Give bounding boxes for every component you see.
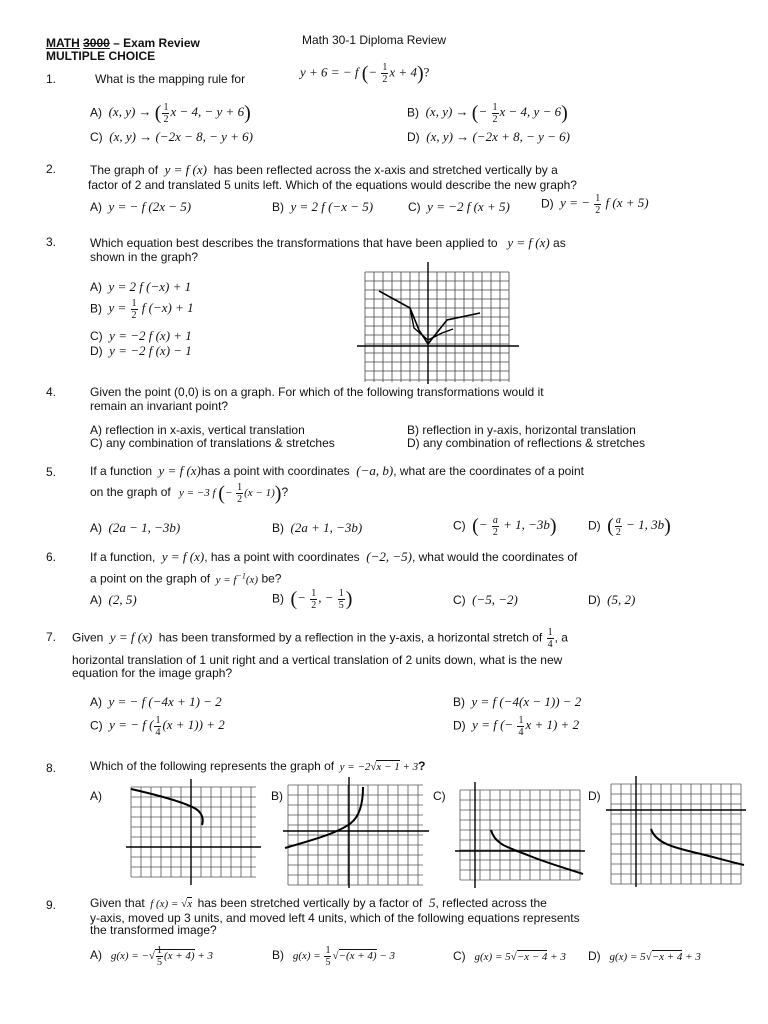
q1-option-b[interactable]: B) (x, y) → (− $\frac{1}{2}$ x − 4, y − 6) — [407, 102, 568, 125]
q2-option-a[interactable]: A) y = − f (2x − 5) — [90, 199, 192, 214]
q5-number: 5. — [46, 465, 57, 479]
q5-line2: on the graph of y = −3 f (− $\frac{1}{2}$ (x − 1))? — [90, 482, 289, 505]
q1-option-c[interactable]: C) (x, y) → (−2x − 8, − y + 6) — [90, 129, 254, 144]
q6-number: 6. — [46, 550, 57, 564]
section-title: MULTIPLE CHOICE — [46, 49, 156, 63]
q1-option-a[interactable]: A) (x, y) → ( $\frac{1}{2}$ x − 4, − y + 6) — [90, 102, 251, 125]
q7-option-c[interactable]: C) y = − f ( $\frac{1}{4}$ (x + 1)) + 2 — [90, 715, 225, 738]
q4-option-b[interactable]: B) reflection in y-axis, horizontal translation — [407, 423, 636, 437]
q9-option-b[interactable]: B) g(x) = $\frac{1}{5}$ √−(x + 4) − 3 — [272, 945, 396, 968]
q1-text: What is the mapping rule for — [95, 72, 246, 86]
q8-number: 8. — [46, 761, 57, 775]
q9-option-a[interactable]: A) g(x) = −√ $\frac{1}{5}$ (x + 4) + 3 — [90, 945, 214, 968]
q2-number: 2. — [46, 162, 57, 176]
q2-line2: factor of 2 and translated 5 units left. Which of the equations would describe the new graph? — [88, 178, 577, 192]
q8-line1: Which of the following represents the graph of y = −2√x − 1 + 3? — [90, 759, 426, 773]
q9-line2: y-axis, moved up 3 units, and moved left 4 units, which of the following equations represents — [90, 911, 580, 925]
q1-option-d[interactable]: D) (x, y) → (−2x + 8, − y − 6) — [407, 129, 571, 144]
q8-graph-b[interactable] — [283, 775, 433, 890]
q5-option-a[interactable]: A) (2a − 1, −3b) — [90, 520, 181, 535]
q3-option-d[interactable]: D) y = −2 f (x) − 1 — [90, 343, 192, 358]
q2-option-d[interactable]: D) y = − $\frac{1}{2}$ f (x + 5) — [541, 193, 649, 216]
q9-option-d[interactable]: D) g(x) = 5√−x + 4 + 3 — [588, 949, 701, 963]
q2-option-b[interactable]: B) y = 2 f (−x − 5) — [272, 199, 374, 214]
q6-line1: If a function, y = f (x), has a point with coordinates (−2, −5), what would the coordinates of — [90, 549, 578, 564]
q9-line1: Given that f (x) = √x has been stretched vertically by a factor of 5, reflected across the — [90, 895, 547, 910]
q5-line1: If a function y = f (x)has a point with coordinates (−a, b), what are the coordinates of a point — [90, 463, 584, 478]
q3-option-c[interactable]: C) y = −2 f (x) + 1 — [90, 328, 192, 343]
q3-option-a[interactable]: A) y = 2 f (−x) + 1 — [90, 279, 192, 294]
q8-label-d[interactable]: D) — [588, 789, 601, 803]
page-title: Math 30-1 Diploma Review — [302, 33, 447, 47]
q4-number: 4. — [46, 385, 57, 399]
q9-line3: the transformed image? — [90, 923, 217, 937]
q6-option-d[interactable]: D) (5, 2) — [588, 592, 636, 607]
q4-line2: remain an invariant point? — [90, 399, 229, 413]
q3-option-b[interactable]: B) y = $\frac{1}{2}$ f (−x) + 1 — [90, 298, 194, 321]
q6-option-a[interactable]: A) (2, 5) — [90, 592, 137, 607]
q3-line1: Which equation best describes the transformations that have been applied to y = f (x) as — [90, 235, 566, 250]
q8-label-c[interactable]: C) — [433, 789, 446, 803]
q7-option-b[interactable]: B) y = f (−4(x − 1)) − 2 — [453, 694, 582, 709]
q6-option-b[interactable]: B) (− $\frac{1}{2}$ , − $\frac{1}{5}$ ) — [272, 588, 353, 611]
q4-line1: Given the point (0,0) is on a graph. For which of the following transformations would it — [90, 385, 544, 399]
q7-line3: equation for the image graph? — [72, 666, 233, 680]
q1-number: 1. — [46, 72, 57, 86]
q5-option-c[interactable]: C) (− $\frac{a}{2}$ + 1, −3b) — [453, 515, 557, 538]
q9-number: 9. — [46, 898, 57, 912]
header-course: MATH 3000 – Exam Review — [46, 36, 200, 50]
q4-option-d[interactable]: D) any combination of reflections & stretches — [407, 436, 646, 450]
q8-label-a[interactable]: A) — [90, 789, 102, 803]
q4-option-c[interactable]: C) any combination of translations & stretches — [90, 436, 335, 450]
q3-graph — [355, 258, 523, 385]
q6-option-c[interactable]: C) (−5, −2) — [453, 592, 518, 607]
q8-label-b[interactable]: B) — [271, 789, 283, 803]
q2-line1: The graph of y = f (x) has been reflected across the x-axis and stretched vertically by a — [90, 162, 558, 177]
q5-option-d[interactable]: D) ( $\frac{a}{2}$ − 1, 3b) — [588, 515, 671, 538]
q7-option-a[interactable]: A) y = − f (−4x + 1) − 2 — [90, 694, 222, 709]
q5-option-b[interactable]: B) (2a + 1, −3b) — [272, 520, 363, 535]
q6-line2: a point on the graph of $y = f^{-1}(x)$ be? — [90, 571, 282, 586]
q8-graph-d[interactable] — [606, 774, 746, 889]
q8-graph-a[interactable] — [126, 777, 261, 887]
q9-option-c[interactable]: C) g(x) = 5√−x − 4 + 3 — [453, 949, 566, 963]
q3-number: 3. — [46, 235, 57, 249]
q7-line2: horizontal translation of 1 unit right and a vertical translation of 2 units down, what is the new — [72, 653, 563, 667]
q8-graph-c[interactable] — [455, 780, 585, 890]
q3-line2: shown in the graph? — [90, 250, 199, 264]
q1-equation: y + 6 = − f (− $\frac{1}{2}$ x + 4)? — [300, 62, 430, 85]
q7-line1: Given y = f (x) has been transformed by a reflection in the y-axis, a horizontal stretch of $\frac{1}{4}$ , a — [72, 627, 568, 650]
q4-option-a[interactable]: A) reflection in x-axis, vertical translation — [90, 423, 305, 437]
q7-option-d[interactable]: D) y = f (− $\frac{1}{4}$ x + 1) + 2 — [453, 715, 580, 738]
q7-number: 7. — [46, 630, 57, 644]
q2-option-c[interactable]: C) y = −2 f (x + 5) — [408, 199, 510, 214]
